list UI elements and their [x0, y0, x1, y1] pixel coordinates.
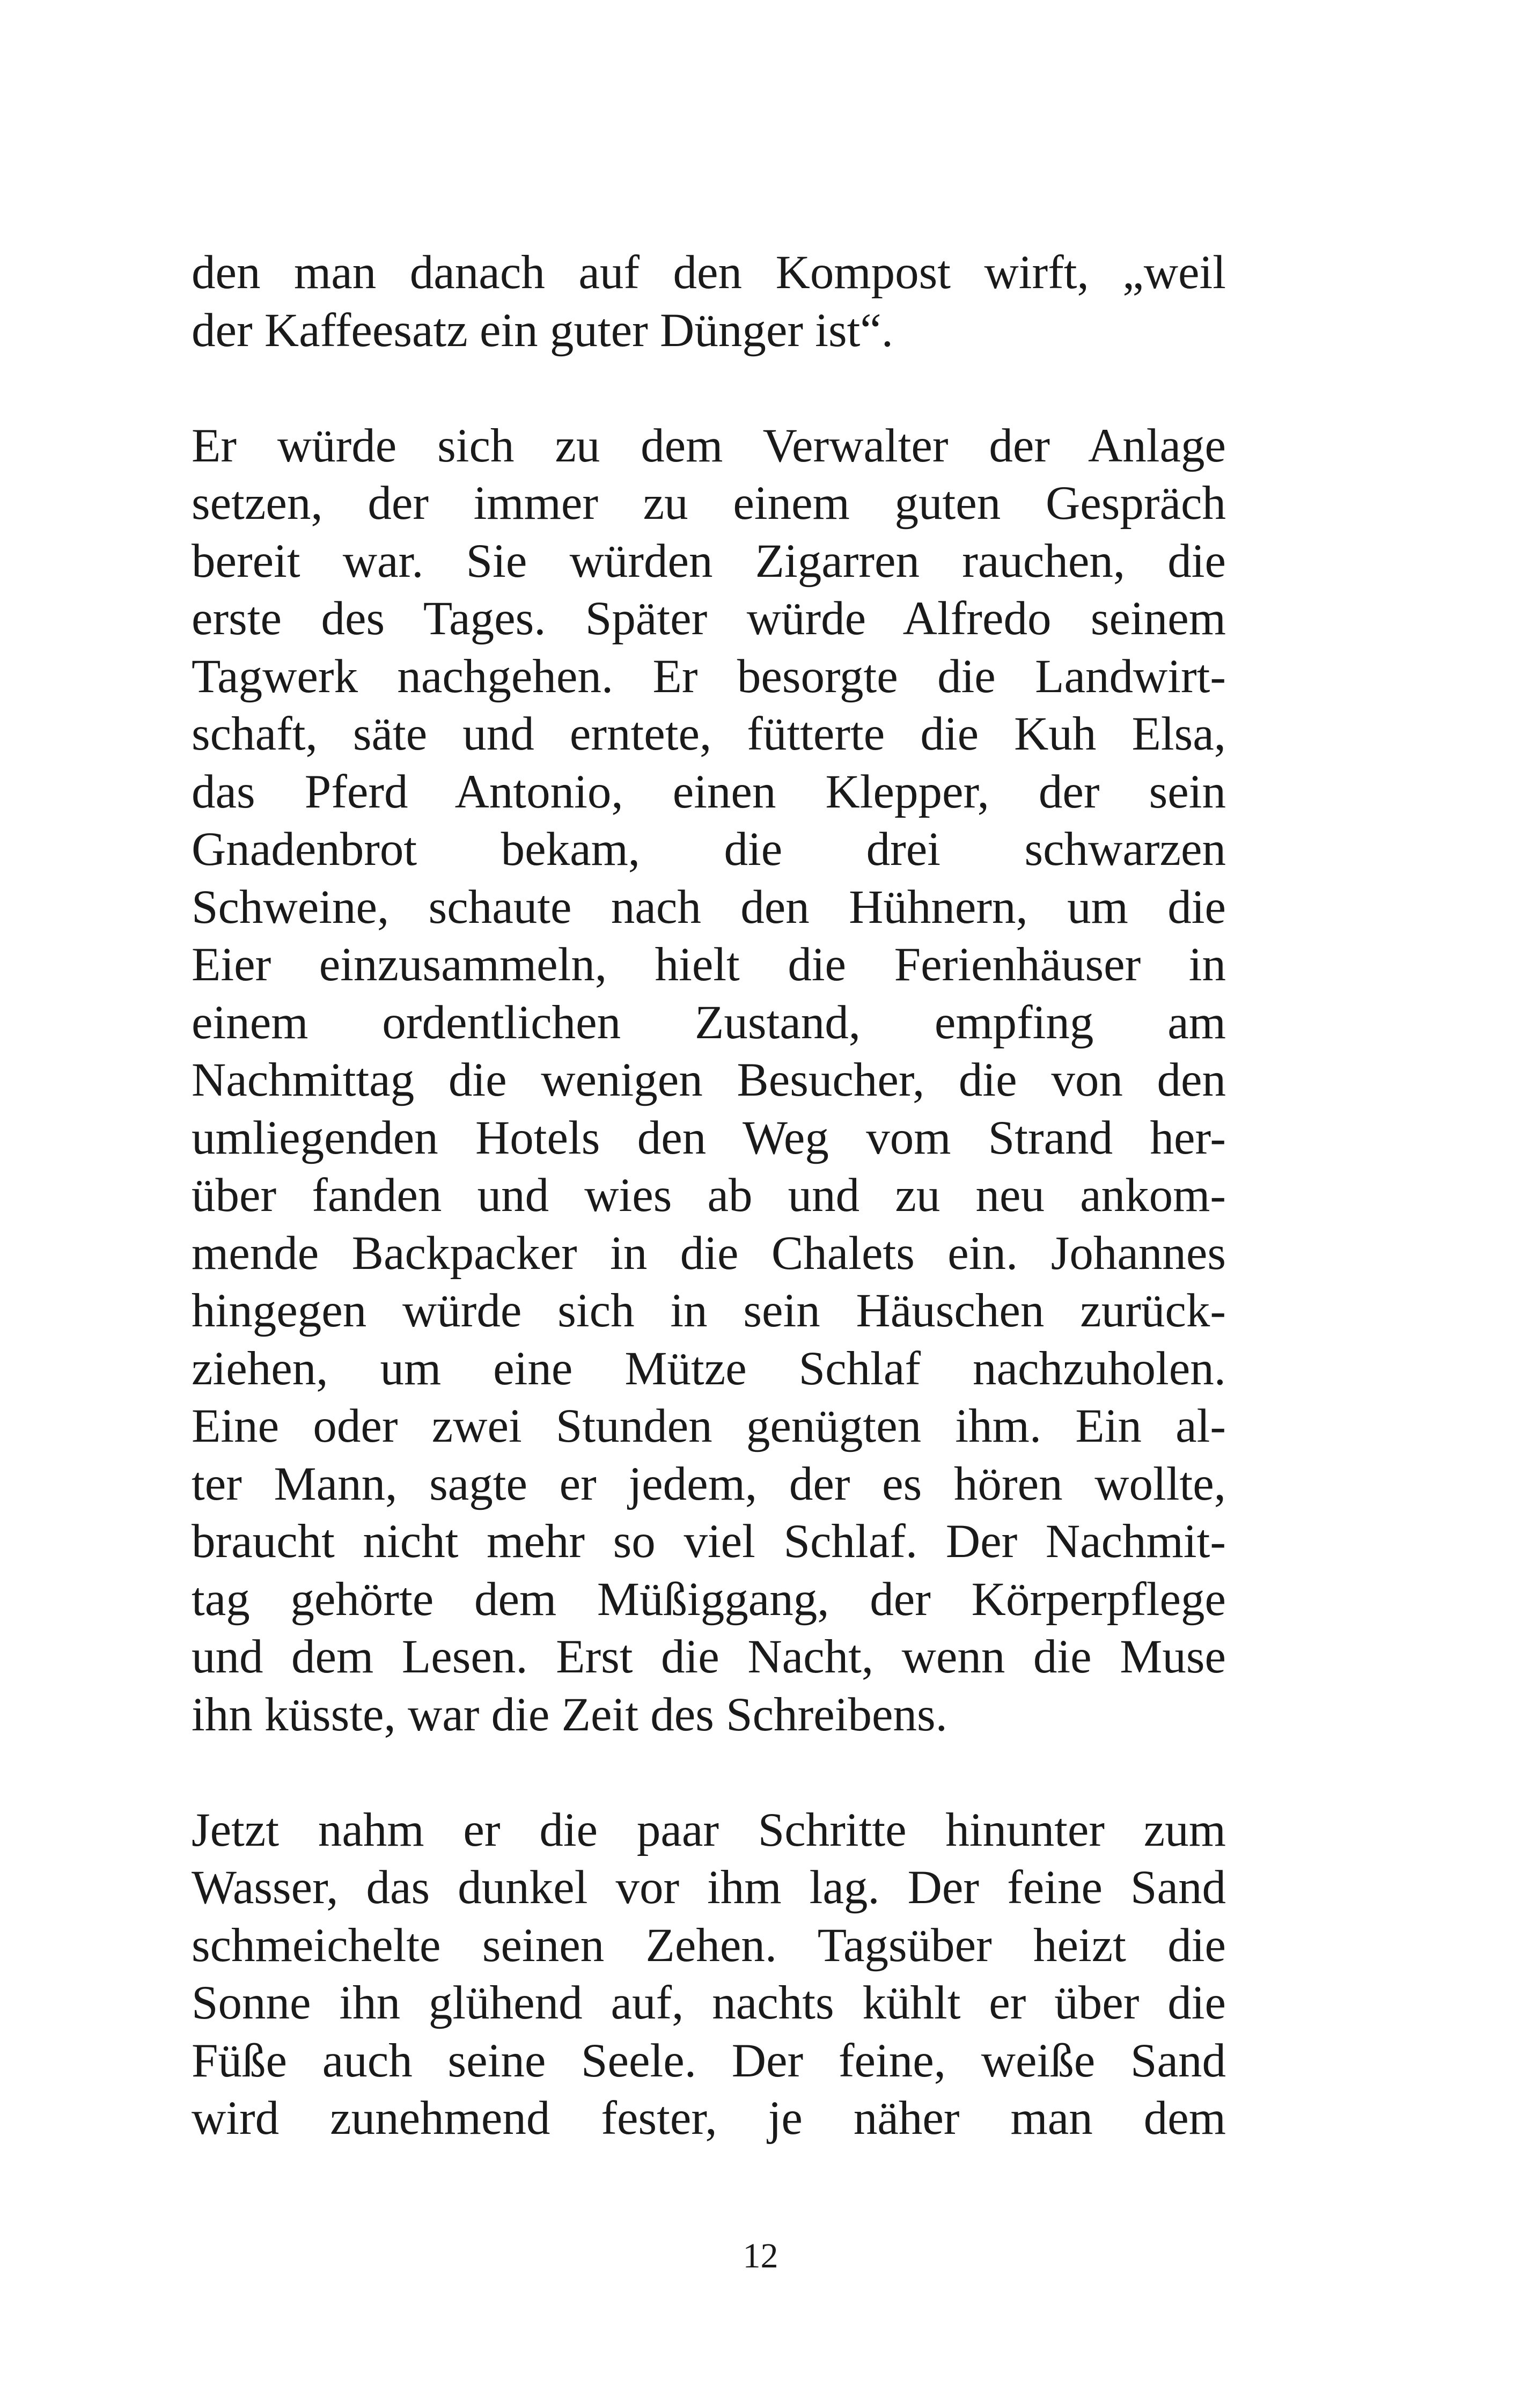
text-line: Eine oder zwei Stunden genügten ihm. Ein al-	[192, 1400, 1226, 1452]
text-line: ziehen, um eine Mütze Schlaf nachzuholen.	[192, 1342, 1226, 1395]
text-line: Sonne ihn glühend auf, nachts kühlt er über die	[192, 1977, 1226, 2029]
text-line: Eier einzusammeln, hielt die Ferienhäuser in	[192, 938, 1226, 991]
text-line: einem ordentlichen Zustand, empfing am	[192, 996, 1226, 1049]
text-line: der Kaffeesatz ein guter Dünger ist“.	[192, 304, 894, 357]
text-line: ter Mann, sagte er jedem, der es hören wollte,	[192, 1457, 1226, 1510]
text-line: Jetzt nahm er die paar Schritte hinunter zum	[192, 1803, 1226, 1856]
text-line: Schweine, schaute nach den Hühnern, um die	[192, 880, 1226, 934]
paragraph	[192, 244, 1226, 359]
text-line: Nachmittag die wenigen Besucher, die von den	[192, 1054, 1226, 1106]
paragraph-gap	[192, 1744, 1226, 1802]
paragraph	[192, 417, 1226, 1744]
text-line: den man danach auf den Kompost wirft, „weil	[192, 246, 1226, 299]
text-line: Gnadenbrot bekam, die drei schwarzen	[192, 823, 1226, 876]
text-line: ihn küsste, war die Zeit des Schreibens.	[192, 1688, 947, 1741]
text-line: und dem Lesen. Erst die Nacht, wenn die Muse	[192, 1631, 1226, 1683]
paragraph-gap	[192, 359, 1226, 417]
text-line: schmeichelte seinen Zehen. Tagsüber heizt die	[192, 1919, 1226, 1972]
text-line: setzen, der immer zu einem guten Gespräch	[192, 477, 1226, 530]
text-line: erste des Tages. Später würde Alfredo seinem	[192, 592, 1226, 645]
text-line: Er würde sich zu dem Verwalter der Anlage	[192, 419, 1226, 472]
paragraph	[192, 1802, 1226, 2148]
page-number: 12	[743, 2236, 778, 2275]
text-line: tag gehörte dem Müßiggang, der Körperpflege	[192, 1573, 1226, 1626]
text-line: Füße auch seine Seele. Der feine, weiße Sand	[192, 2034, 1226, 2087]
text-line: über fanden und wies ab und zu neu ankom-	[192, 1169, 1226, 1222]
text-line: hingegen würde sich in sein Häuschen zurück-	[192, 1284, 1226, 1337]
body-text	[192, 244, 1226, 2148]
text-line: bereit war. Sie würden Zigarren rauchen, die	[192, 534, 1226, 588]
text-line: braucht nicht mehr so viel Schlaf. Der Nachmit-	[192, 1515, 1226, 1568]
text-line: Wasser, das dunkel vor ihm lag. Der feine Sand	[192, 1861, 1226, 1914]
text-line: wird zunehmend fester, je näher man dem	[192, 2092, 1226, 2145]
text-line: Tagwerk nachgehen. Er besorgte die Landwirt-	[192, 650, 1226, 703]
text-line: schaft, säte und erntete, fütterte die Kuh Elsa,	[192, 708, 1226, 760]
text-line: mende Backpacker in die Chalets ein. Johannes	[192, 1227, 1226, 1280]
text-line: das Pferd Antonio, einen Klepper, der sein	[192, 765, 1226, 818]
text-line: umliegenden Hotels den Weg vom Strand her-	[192, 1111, 1226, 1164]
